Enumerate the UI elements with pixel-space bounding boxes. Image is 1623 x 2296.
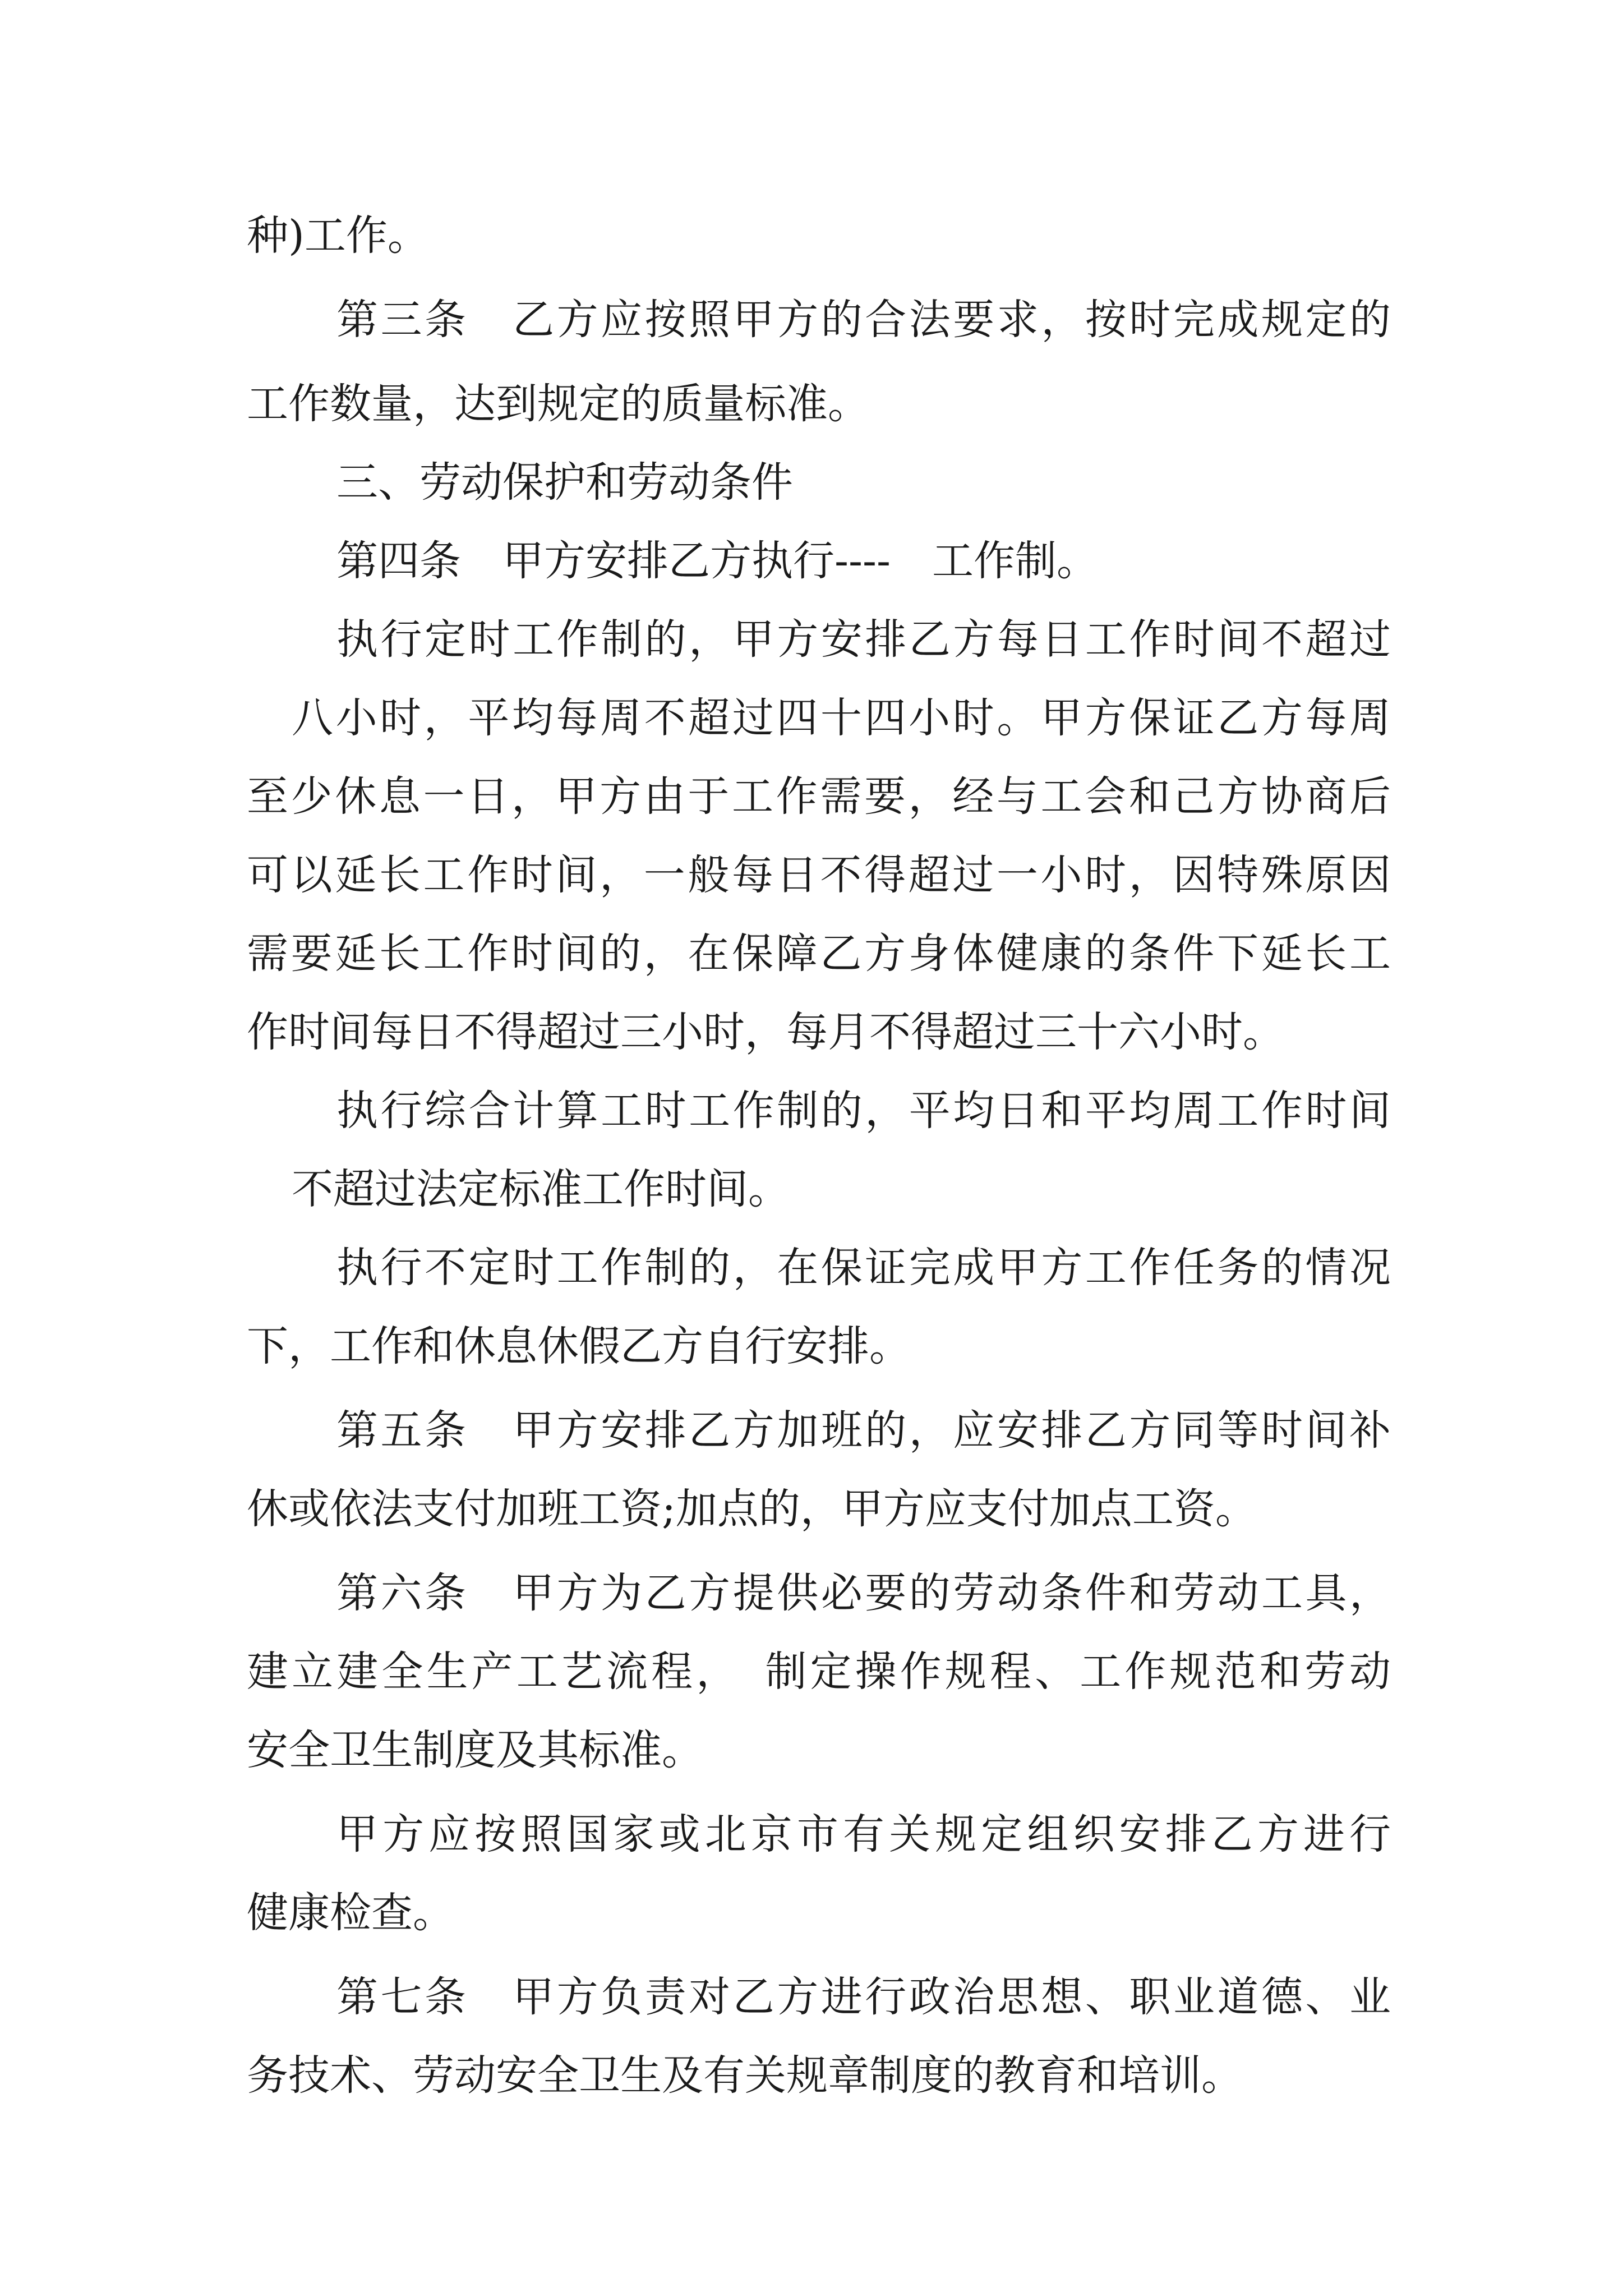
article-heading: 第五条 甲方安排乙方加班的，应安排乙方同等时间补 <box>336 1406 1391 1455</box>
section-heading: 三、劳动保护和劳动条件 <box>336 458 793 507</box>
text-line: 执行综合计算工时工作制的，平均日和平均周工作时间 <box>336 1087 1391 1135</box>
text-line: 工作数量，达到规定的质量标准。 <box>247 380 869 428</box>
text-line: 种)工作。 <box>247 211 429 260</box>
text-line: 不超过法定标准工作时间。 <box>292 1165 790 1213</box>
text-line: 建立建全生产工艺流程， 制定操作规程、工作规范和劳动 <box>247 1648 1391 1696</box>
article-heading: 第三条 乙方应按照甲方的合法要求，按时完成规定的 <box>336 296 1391 344</box>
article-heading: 第六条 甲方为乙方提供必要的劳动条件和劳动工具， <box>336 1569 1391 1617</box>
text-line: 健康检查。 <box>247 1889 454 1937</box>
article-heading: 第七条 甲方负责对乙方进行政治思想、职业道德、业 <box>336 1973 1391 2021</box>
text-line: 作时间每日不得超过三小时，每月不得超过三十六小时。 <box>247 1008 1284 1056</box>
text-line: 八小时，平均每周不超过四十四小时。甲方保证乙方每周 <box>292 694 1391 742</box>
text-line: 至少休息一日，甲方由于工作需要，经与工会和己方协商后 <box>247 772 1391 821</box>
text-line: 需要延长工作时间的，在保障乙方身体健康的条件下延长工 <box>247 930 1391 978</box>
article-heading: 第四条 甲方安排乙方执行---- 工作制。 <box>336 537 1099 585</box>
text-line: 安全卫生制度及其标准。 <box>247 1726 703 1774</box>
text-line: 休或依法支付加班工资;加点的，甲方应支付加点工资。 <box>247 1485 1257 1533</box>
text-line: 下，工作和休息休假乙方自行安排。 <box>247 1322 911 1370</box>
text-line: 执行不定时工作制的，在保证完成甲方工作任务的情况 <box>336 1244 1391 1292</box>
text-line: 甲方应按照国家或北京市有关规定组织安排乙方进行 <box>336 1810 1391 1858</box>
text-line: 执行定时工作制的，甲方安排乙方每日工作时间不超过 <box>336 615 1391 664</box>
text-line: 可以延长工作时间，一般每日不得超过一小时，因特殊原因 <box>247 851 1391 899</box>
text-line: 务技术、劳动安全卫生及有关规章制度的教育和培训。 <box>247 2051 1243 2100</box>
